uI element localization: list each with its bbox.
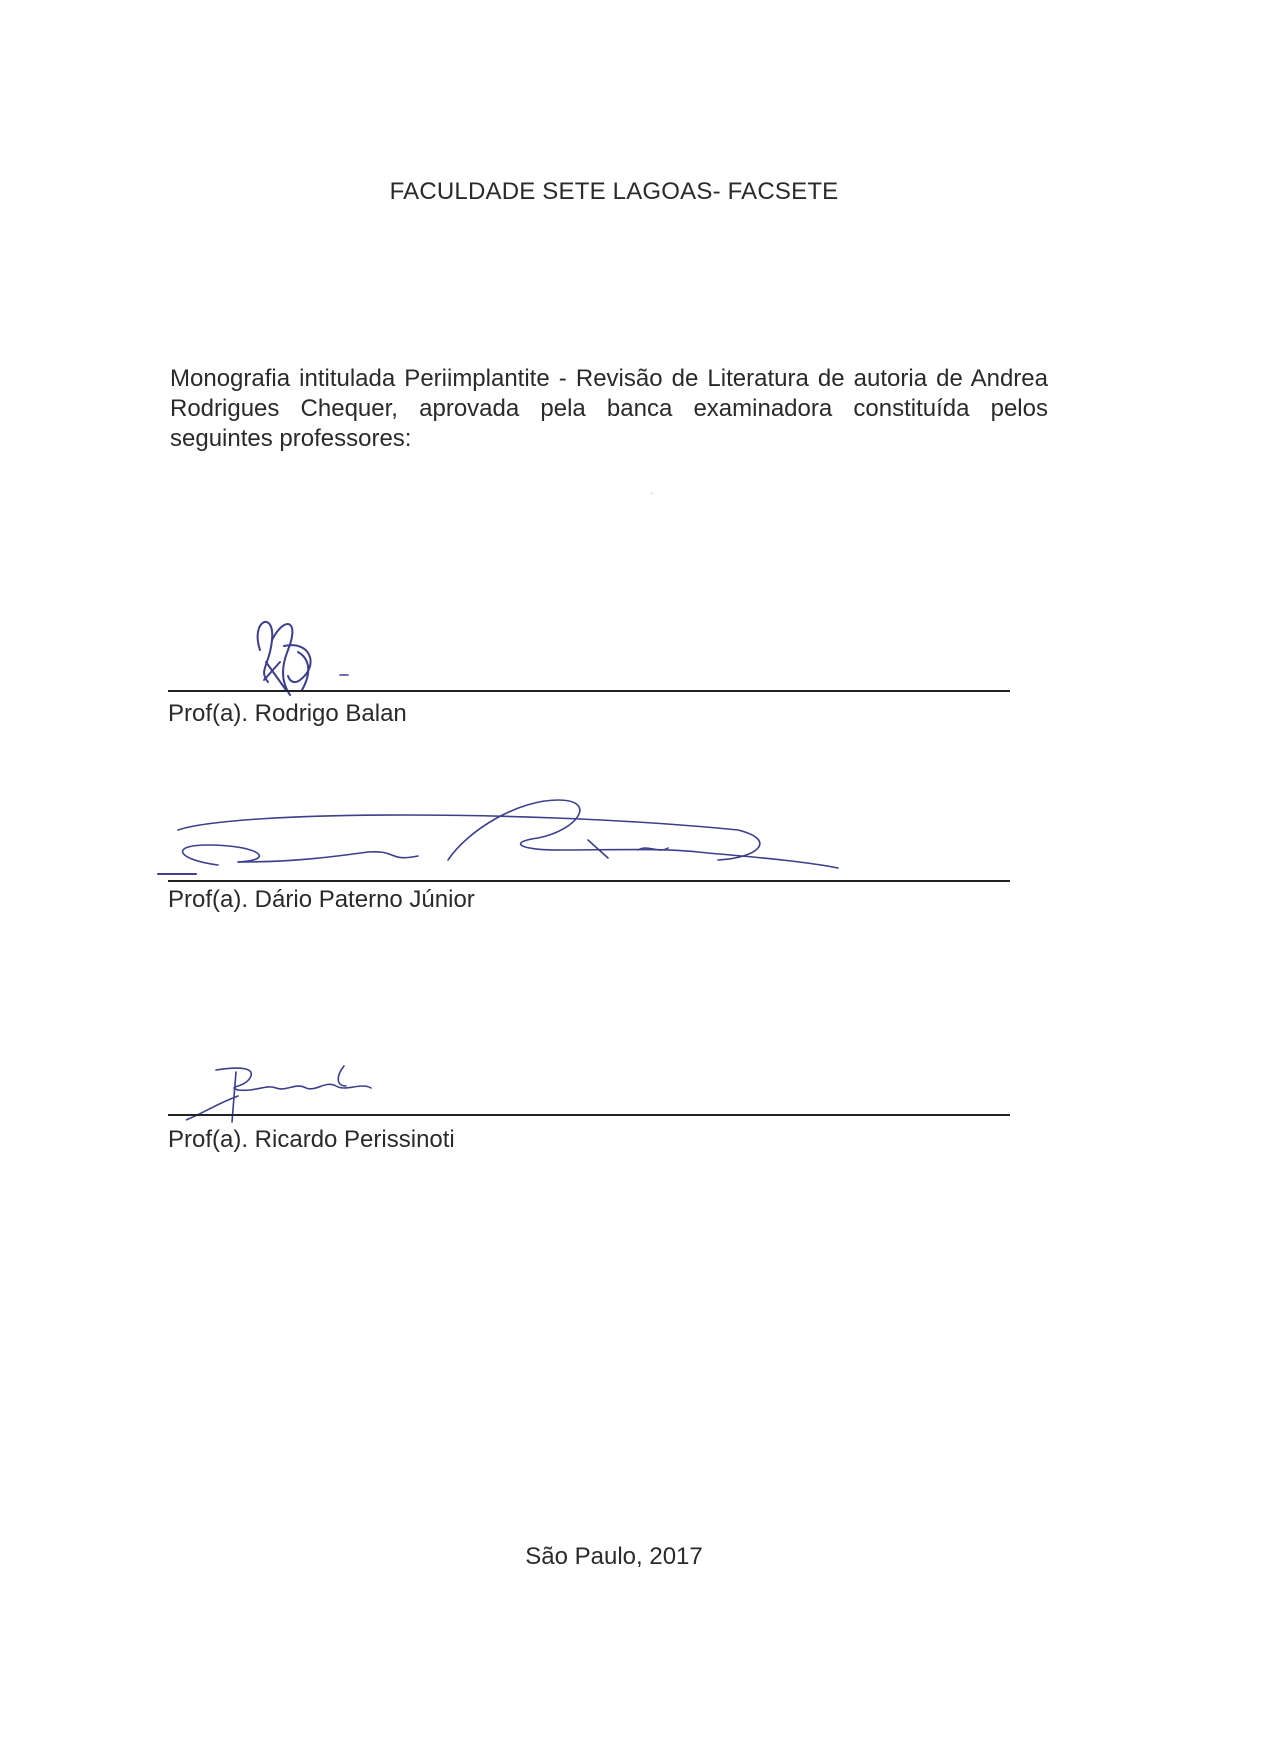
handwritten-signature-icon xyxy=(138,790,878,890)
examiner-name: Prof(a). Rodrigo Balan xyxy=(168,700,407,727)
examiner-name: Prof(a). Dário Paterno Júnior xyxy=(168,886,475,913)
signature-line xyxy=(168,1114,1010,1116)
signature-line xyxy=(168,690,1010,692)
signature-line xyxy=(168,880,1010,882)
institution-title: FACULDADE SETE LAGOAS- FACSETE xyxy=(389,178,839,205)
place-and-date: São Paulo, 2017 xyxy=(525,1543,703,1570)
examiner-signature-block xyxy=(168,790,1010,920)
handwritten-signature-icon xyxy=(186,1062,386,1132)
approval-statement: Monografia intitulada Periimplantite - Revisão de Literatura de autoria de Andrea Rodrigues Chequer, aprovada pela banca examinadora constituída pelos seguintes professores: xyxy=(170,365,1048,452)
examiner-signature-block xyxy=(168,600,1010,730)
examiner-name: Prof(a). Ricardo Perissinoti xyxy=(168,1126,455,1153)
scan-speck: · xyxy=(650,488,654,499)
handwritten-signature-icon xyxy=(240,610,370,700)
examiner-signature-block xyxy=(168,1030,1010,1160)
